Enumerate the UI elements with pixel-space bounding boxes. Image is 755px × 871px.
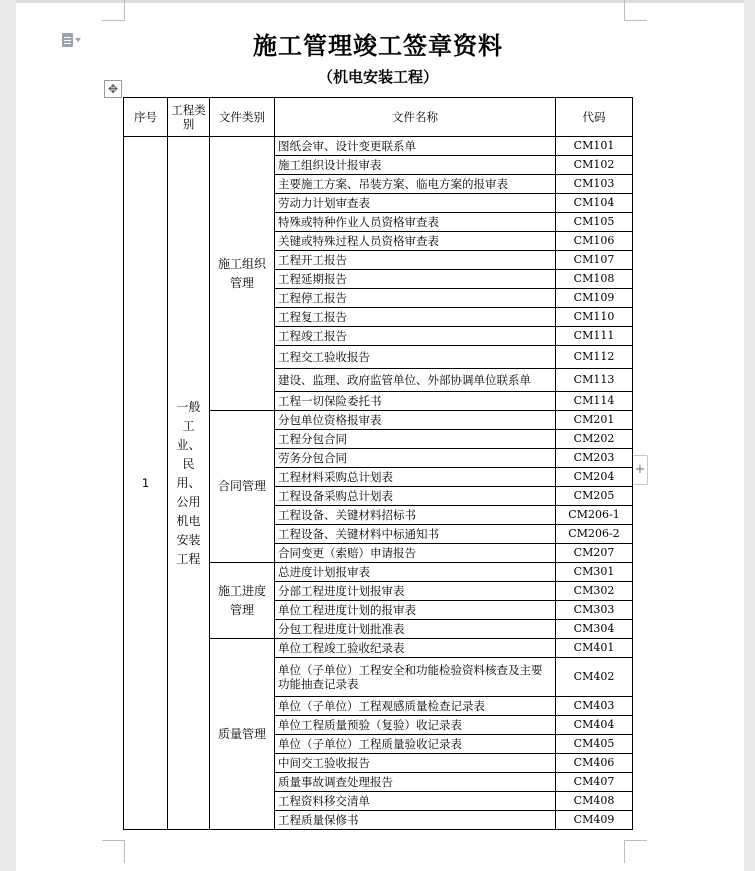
file-name-cell: 工程设备采购总计划表 (275, 487, 556, 506)
file-type-cell: 施工进度管理 (210, 563, 275, 639)
file-code-cell: CM406 (556, 754, 633, 773)
file-name-cell: 工程一切保险委托书 (275, 392, 556, 411)
file-name-cell: 工程延期报告 (275, 270, 556, 289)
file-name-cell: 中间交工验收报告 (275, 754, 556, 773)
file-code-cell: CM302 (556, 582, 633, 601)
document-icon[interactable] (62, 33, 80, 49)
file-type-cell: 施工组织管理 (210, 137, 275, 411)
header-no: 序号 (124, 98, 168, 137)
file-name-cell: 劳动力计划审查表 (275, 194, 556, 213)
file-code-cell: CM407 (556, 773, 633, 792)
file-code-cell: CM112 (556, 346, 633, 369)
header-filetype: 文件类别 (210, 98, 275, 137)
file-name-cell: 工程停工报告 (275, 289, 556, 308)
file-code-cell: CM201 (556, 411, 633, 430)
file-code-cell: CM105 (556, 213, 633, 232)
file-name-cell: 建设、监理、政府监管单位、外部协调单位联系单 (275, 369, 556, 392)
document-title: 施工管理竣工签章资料 (253, 31, 503, 60)
file-name-cell: 分部工程进度计划报审表 (275, 582, 556, 601)
file-code-cell: CM113 (556, 369, 633, 392)
document-subtitle: （机电安装工程） (317, 68, 438, 86)
file-code-cell: CM204 (556, 468, 633, 487)
table-header-row (124, 98, 633, 137)
file-name-cell: 工程资料移交清单 (275, 792, 556, 811)
file-name-cell: 分包工程进度计划批准表 (275, 620, 556, 639)
file-code-cell: CM114 (556, 392, 633, 411)
crop-mark-bottom-right (624, 840, 647, 863)
file-code-cell: CM206-1 (556, 506, 633, 525)
file-code-cell: CM301 (556, 563, 633, 582)
file-name-cell: 特殊或特种作业人员资格审查表 (275, 213, 556, 232)
file-code-cell: CM110 (556, 308, 633, 327)
file-name-cell: 工程设备、关键材料招标书 (275, 506, 556, 525)
file-code-cell: CM304 (556, 620, 633, 639)
file-name-cell: 单位工程进度计划的报审表 (275, 601, 556, 620)
file-code-cell: CM404 (556, 716, 633, 735)
project-category-cell (168, 137, 210, 830)
file-code-cell: CM405 (556, 735, 633, 754)
file-code-cell: CM108 (556, 270, 633, 289)
table-move-handle-icon[interactable]: ✥ (104, 80, 122, 98)
file-name-cell: 工程设备、关键材料中标通知书 (275, 525, 556, 544)
file-name-cell: 工程材料采购总计划表 (275, 468, 556, 487)
file-code-cell: CM408 (556, 792, 633, 811)
header-code: 代码 (556, 98, 633, 137)
header-filename: 文件名称 (275, 98, 556, 137)
file-code-cell: CM101 (556, 137, 633, 156)
file-name-cell: 单位（子单位）工程观感质量检查记录表 (275, 697, 556, 716)
file-code-cell: CM202 (556, 430, 633, 449)
header-category: 工程类别 (168, 98, 210, 137)
file-name-cell: 单位（子单位）工程质量验收记录表 (275, 735, 556, 754)
file-name-cell: 单位工程质量预验（复验）收记录表 (275, 716, 556, 735)
file-code-cell: CM203 (556, 449, 633, 468)
file-code-cell: CM207 (556, 544, 633, 563)
file-name-cell: 工程分包合同 (275, 430, 556, 449)
file-name-cell: 工程交工验收报告 (275, 346, 556, 369)
file-name-cell: 劳务分包合同 (275, 449, 556, 468)
file-code-cell: CM403 (556, 697, 633, 716)
file-code-cell: CM111 (556, 327, 633, 346)
crop-mark-bottom-left (102, 840, 125, 863)
file-name-cell: 分包单位资格报审表 (275, 411, 556, 430)
file-code-cell: CM102 (556, 156, 633, 175)
file-name-cell: 单位工程竣工验收纪录表 (275, 639, 556, 658)
file-name-cell: 工程质量保修书 (275, 811, 556, 830)
file-name-cell: 合同变更（索赔）申请报告 (275, 544, 556, 563)
project-category: 一般工业、民用、公用机电安装工程 (176, 399, 201, 566)
file-name-cell: 图纸会审、设计变更联系单 (275, 137, 556, 156)
file-type-cell: 合同管理 (210, 411, 275, 563)
crop-mark-top-right (624, 0, 647, 21)
file-code-cell: CM401 (556, 639, 633, 658)
crop-mark-top-left (102, 0, 125, 21)
table-row (124, 137, 633, 156)
file-name-cell: 单位（子单位）工程安全和功能检验资料核查及主要功能抽查记录表 (275, 658, 556, 697)
file-code-cell: CM107 (556, 251, 633, 270)
add-column-icon[interactable]: + (632, 455, 648, 485)
file-name-cell: 工程复工报告 (275, 308, 556, 327)
file-code-cell: CM205 (556, 487, 633, 506)
file-name-cell: 工程竣工报告 (275, 327, 556, 346)
row-number: 1 (124, 137, 168, 830)
file-type-cell: 质量管理 (210, 639, 275, 830)
file-code-cell: CM109 (556, 289, 633, 308)
file-name-cell: 工程开工报告 (275, 251, 556, 270)
file-name-cell: 总进度计划报审表 (275, 563, 556, 582)
file-name-cell: 关键或特殊过程人员资格审查表 (275, 232, 556, 251)
document-table (123, 97, 633, 830)
file-name-cell: 质量事故调查处理报告 (275, 773, 556, 792)
file-name-cell: 施工组织设计报审表 (275, 156, 556, 175)
file-code-cell: CM303 (556, 601, 633, 620)
file-code-cell: CM206-2 (556, 525, 633, 544)
file-code-cell: CM106 (556, 232, 633, 251)
file-code-cell: CM104 (556, 194, 633, 213)
file-code-cell: CM402 (556, 658, 633, 697)
file-code-cell: CM409 (556, 811, 633, 830)
file-name-cell: 主要施工方案、吊装方案、临电方案的报审表 (275, 175, 556, 194)
file-code-cell: CM103 (556, 175, 633, 194)
